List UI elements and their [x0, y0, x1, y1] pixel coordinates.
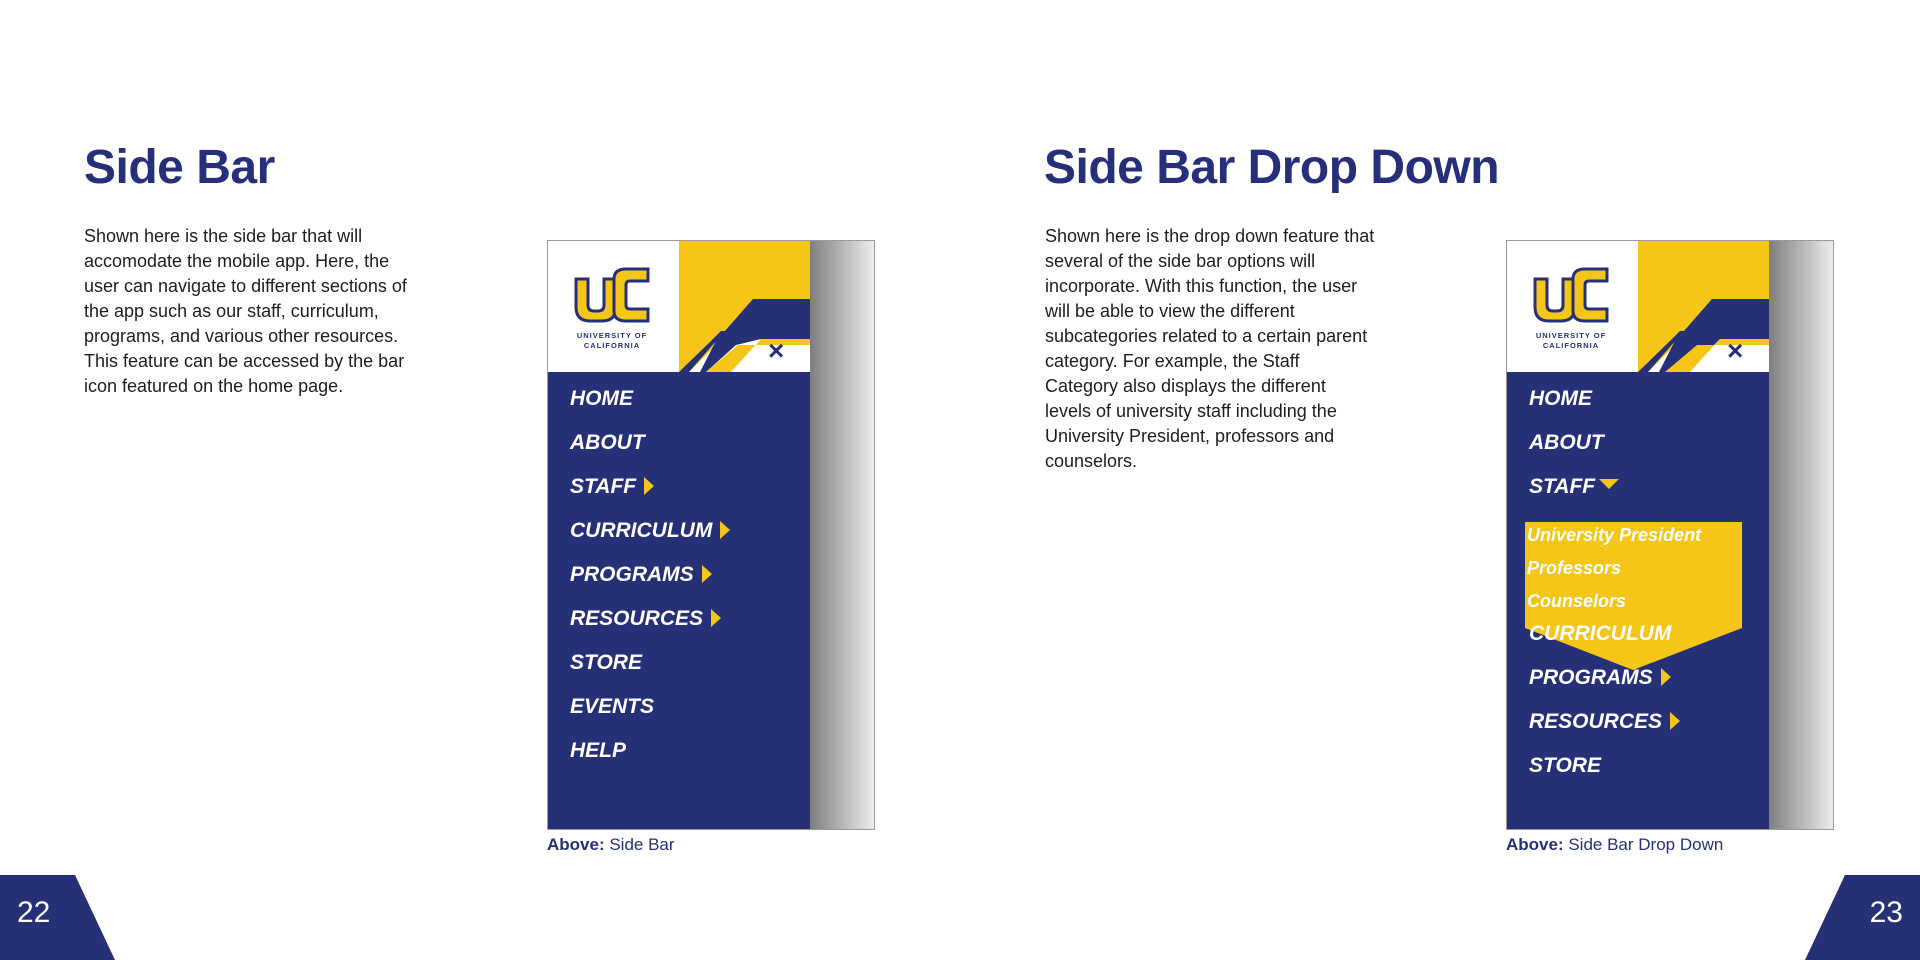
sidebar-item-label: HOME [570, 387, 633, 410]
logo-caption-line1: UNIVERSITY OF [1535, 331, 1607, 340]
sidebar-item-events[interactable] [570, 694, 654, 720]
sidebar-nav [548, 372, 810, 830]
sidebar-item-resources[interactable] [570, 606, 721, 632]
side-bar-mockup [547, 240, 875, 830]
sidebar-item-label: ABOUT [570, 431, 645, 454]
staff-dropdown [1525, 522, 1742, 670]
sidebar-item-label: STAFF [1529, 475, 1596, 498]
sidebar-nav [1507, 372, 1769, 830]
logo-caption-line2: CALIFORNIA [1542, 341, 1600, 350]
logo-caption-line2: CALIFORNIA [583, 341, 641, 350]
submenu-item-university-president[interactable]: University President [1527, 525, 1702, 545]
submenu-item-counselors[interactable]: Counselors [1527, 591, 1627, 611]
uc-logo-icon [570, 265, 654, 325]
drop-down-description: Shown here is the drop down feature that several of the side bar options will incorporate. With this function, the user will be able to view the different subcategories related to a certain parent category. For example, the Staff Category also displays the different levels of university staff including the University President, professors and counselors. [1045, 226, 1375, 471]
sidebar-item-store[interactable] [570, 650, 642, 676]
uc-logo [1529, 265, 1613, 350]
sidebar-item-label: PROGRAMS [1529, 666, 1653, 689]
sidebar-header [1507, 241, 1769, 372]
submenu-item-professors[interactable]: Professors [1527, 558, 1622, 578]
chevron-right-icon [1661, 668, 1671, 686]
sidebar-item-home[interactable] [1529, 386, 1592, 412]
sidebar-item-home[interactable] [570, 386, 633, 412]
sidebar-item-label: HOME [1529, 387, 1592, 410]
figure-caption-side-bar-drop-down: Above: Side Bar Drop Down [1506, 835, 1724, 854]
sidebar-item-programs[interactable] [570, 562, 712, 588]
uc-logo [570, 265, 654, 350]
side-bar-description: Shown here is the side bar that will accomodate the mobile app. Here, the user can navigate to different sections of the app such as our staff, curriculum, programs, and various other resources. This feature can be accessed by the bar icon featured on the home page. [84, 226, 407, 396]
close-icon[interactable]: × [768, 335, 785, 366]
screen-shade [808, 241, 874, 829]
chevron-right-icon [1679, 624, 1689, 642]
sidebar-header [548, 241, 810, 372]
sidebar-item-label: RESOURCES [570, 607, 704, 630]
chevron-right-icon [720, 521, 730, 539]
logo-caption-line1: UNIVERSITY OF [576, 331, 648, 340]
sidebar-item-label: ABOUT [1529, 431, 1604, 454]
sidebar-item-programs[interactable] [1529, 665, 1671, 691]
close-icon[interactable]: × [1727, 335, 1744, 366]
sidebar-item-label: CURRICULUM [1529, 622, 1672, 645]
sidebar-item-label: PROGRAMS [570, 563, 694, 586]
chevron-right-icon [702, 565, 712, 583]
side-bar-drop-down-mockup [1506, 240, 1834, 830]
sidebar-item-about[interactable] [1529, 430, 1604, 456]
sidebar-item-label: STAFF [570, 475, 637, 498]
sidebar-item-curriculum[interactable] [1529, 621, 1689, 647]
sidebar-item-label: RESOURCES [1529, 710, 1663, 733]
figure-caption-side-bar: Above: Side Bar [547, 835, 675, 854]
chevron-down-icon [1599, 479, 1619, 489]
sidebar-item-store[interactable] [1529, 753, 1601, 779]
page-title-side-bar: Side Bar [84, 141, 275, 194]
sidebar-item-curriculum[interactable] [570, 518, 730, 544]
sidebar-item-resources[interactable] [1529, 709, 1680, 735]
sidebar-item-about[interactable] [570, 430, 645, 456]
sidebar-item-label: STORE [1529, 754, 1601, 777]
page-number-left: 22 [17, 896, 51, 929]
sidebar-item-staff[interactable] [1529, 474, 1619, 500]
uc-logo-icon [1529, 265, 1613, 325]
page-number-right: 23 [1869, 896, 1903, 929]
sidebar-item-label: EVENTS [570, 695, 655, 718]
sidebar-item-label: HELP [570, 739, 627, 762]
chevron-right-icon [711, 609, 721, 627]
chevron-right-icon [1670, 712, 1680, 730]
sidebar-item-help[interactable] [570, 738, 626, 764]
page-title-side-bar-drop-down: Side Bar Drop Down [1044, 141, 1500, 194]
sidebar-item-label: CURRICULUM [570, 519, 713, 542]
sidebar-item-label: STORE [570, 651, 642, 674]
sidebar-item-staff[interactable] [570, 474, 654, 500]
chevron-right-icon [644, 477, 654, 495]
screen-shade [1767, 241, 1833, 829]
